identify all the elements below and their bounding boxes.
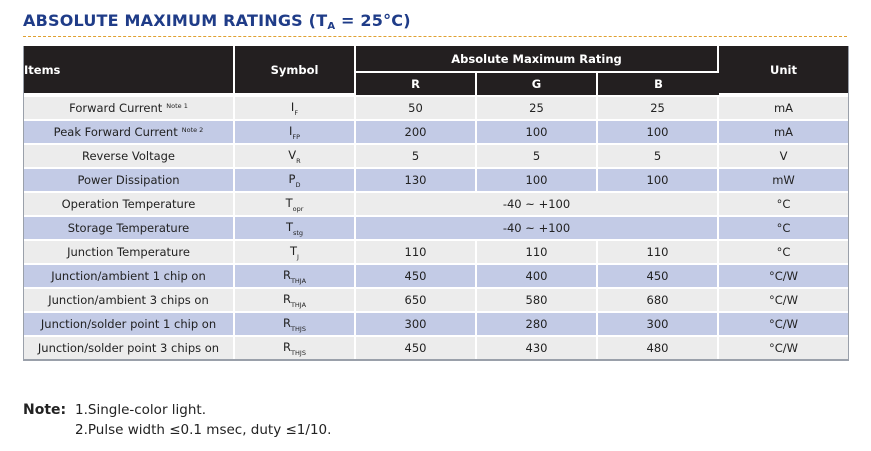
cell-rating-merged: -40 ~ +100 xyxy=(356,215,719,239)
symbol-subscript: THJS xyxy=(291,348,306,357)
cell-symbol xyxy=(235,215,356,239)
cell-unit: °C/W xyxy=(719,287,848,311)
cell-item xyxy=(24,311,235,335)
symbol-subscript: THJA xyxy=(290,300,307,309)
cell-unit: °C/W xyxy=(719,311,848,335)
cell-unit: °C xyxy=(719,215,848,239)
title-divider xyxy=(23,36,847,37)
cell-r: 50 xyxy=(356,95,477,119)
symbol-subscript: stg xyxy=(292,228,304,237)
cell-r: 110 xyxy=(356,239,477,263)
symbol-base: P xyxy=(288,171,296,186)
item-label: Junction Temperature xyxy=(67,245,190,259)
symbol-base: I xyxy=(290,99,295,114)
cell-r: 5 xyxy=(356,143,477,167)
cell-unit: °C/W xyxy=(719,335,848,359)
note-line-1: 1.Single-color light. xyxy=(75,402,206,418)
symbol-base: T xyxy=(285,219,293,234)
cell-unit: mA xyxy=(719,119,848,143)
cell-symbol xyxy=(235,95,356,119)
cell-symbol xyxy=(235,167,356,191)
item-label: Peak Forward Current xyxy=(53,125,178,139)
title-text: ABSOLUTE MAXIMUM RATINGS (T xyxy=(23,11,328,30)
table-row xyxy=(24,119,848,143)
cell-g: 5 xyxy=(477,143,598,167)
table-row xyxy=(24,143,848,167)
cell-symbol xyxy=(235,263,356,287)
symbol-subscript: J xyxy=(297,252,299,261)
note-line-2: 2.Pulse width ≤0.1 msec, duty ≤1/10. xyxy=(75,422,332,438)
header-unit: Unit xyxy=(719,46,848,95)
item-label: Power Dissipation xyxy=(77,173,180,187)
title-subscript: A xyxy=(327,21,336,32)
symbol-subscript: D xyxy=(295,180,301,189)
page-title xyxy=(23,11,411,32)
cell-item xyxy=(24,143,235,167)
ratings-table xyxy=(23,46,849,361)
cell-item xyxy=(24,119,235,143)
title-suffix: = 25°C) xyxy=(335,11,411,30)
cell-r: 200 xyxy=(356,119,477,143)
item-label: Forward Current xyxy=(69,101,163,115)
item-label: Junction/solder point 3 chips on xyxy=(37,341,220,355)
cell-rating-merged: -40 ~ +100 xyxy=(356,191,719,215)
cell-b: 480 xyxy=(598,335,719,359)
symbol-base: R xyxy=(282,267,291,282)
cell-symbol xyxy=(235,287,356,311)
cell-item xyxy=(24,167,235,191)
cell-r: 450 xyxy=(356,335,477,359)
table-row xyxy=(24,167,848,191)
table-row xyxy=(24,263,848,287)
table-row xyxy=(24,95,848,119)
header-g: G xyxy=(477,73,598,95)
cell-g: 280 xyxy=(477,311,598,335)
cell-g: 580 xyxy=(477,287,598,311)
cell-symbol xyxy=(235,335,356,359)
item-label: Junction/solder point 1 chip on xyxy=(40,317,217,331)
cell-item xyxy=(24,287,235,311)
header-rating-group: Absolute Maximum Rating xyxy=(356,46,719,73)
table-row xyxy=(24,215,848,239)
cell-b: 5 xyxy=(598,143,719,167)
cell-item xyxy=(24,191,235,215)
symbol-base: R xyxy=(283,315,292,330)
symbol-subscript: R xyxy=(296,156,301,165)
symbol-base: T xyxy=(290,243,298,258)
header-symbol: Symbol xyxy=(235,46,356,95)
cell-g: 100 xyxy=(477,119,598,143)
symbol-base: V xyxy=(288,147,297,162)
notes-block xyxy=(23,402,332,438)
cell-b: 680 xyxy=(598,287,719,311)
item-note: Note 1 xyxy=(166,102,188,110)
symbol-subscript: FP xyxy=(292,132,301,141)
cell-unit: mA xyxy=(719,95,848,119)
cell-r: 450 xyxy=(356,263,477,287)
cell-item xyxy=(24,239,235,263)
cell-item xyxy=(24,335,235,359)
symbol-subscript: THJA xyxy=(290,276,307,285)
cell-symbol xyxy=(235,119,356,143)
cell-unit: °C xyxy=(719,191,848,215)
item-label: Junction/ambient 1 chip on xyxy=(51,269,206,283)
symbol-base: I xyxy=(288,123,293,138)
symbol-subscript: F xyxy=(294,108,299,117)
cell-g: 25 xyxy=(477,95,598,119)
symbol-base: R xyxy=(283,339,292,354)
notes-label: Note: xyxy=(23,402,67,418)
cell-r: 130 xyxy=(356,167,477,191)
table-row xyxy=(24,239,848,263)
cell-symbol xyxy=(235,143,356,167)
cell-symbol xyxy=(235,191,356,215)
item-label: Reverse Voltage xyxy=(81,149,176,163)
cell-b: 25 xyxy=(598,95,719,119)
table-row xyxy=(24,287,848,311)
table-row xyxy=(24,191,848,215)
cell-g: 400 xyxy=(477,263,598,287)
cell-b: 110 xyxy=(598,239,719,263)
table-row xyxy=(24,335,848,359)
cell-b: 300 xyxy=(598,311,719,335)
symbol-base: R xyxy=(282,291,291,306)
cell-r: 650 xyxy=(356,287,477,311)
header-items: Items xyxy=(24,46,235,95)
item-label: Operation Temperature xyxy=(61,197,196,211)
symbol-base: T xyxy=(285,195,293,210)
cell-g: 430 xyxy=(477,335,598,359)
symbol-subscript: THJS xyxy=(291,324,306,333)
cell-g: 100 xyxy=(477,167,598,191)
item-note: Note 2 xyxy=(181,126,204,134)
cell-unit: V xyxy=(719,143,848,167)
header-r: R xyxy=(356,73,477,95)
cell-b: 450 xyxy=(598,263,719,287)
item-label: Storage Temperature xyxy=(67,221,190,235)
cell-unit: mW xyxy=(719,167,848,191)
table-body xyxy=(24,95,848,359)
cell-unit: °C xyxy=(719,239,848,263)
cell-symbol xyxy=(235,311,356,335)
cell-symbol xyxy=(235,239,356,263)
cell-b: 100 xyxy=(598,167,719,191)
cell-unit: °C/W xyxy=(719,263,848,287)
cell-b: 100 xyxy=(598,119,719,143)
symbol-subscript: opr xyxy=(292,204,304,213)
table-row xyxy=(24,311,848,335)
cell-r: 300 xyxy=(356,311,477,335)
item-label: Junction/ambient 3 chips on xyxy=(48,293,209,307)
cell-item xyxy=(24,95,235,119)
header-b: B xyxy=(598,73,719,95)
cell-g: 110 xyxy=(477,239,598,263)
cell-item xyxy=(24,215,235,239)
cell-item xyxy=(24,263,235,287)
